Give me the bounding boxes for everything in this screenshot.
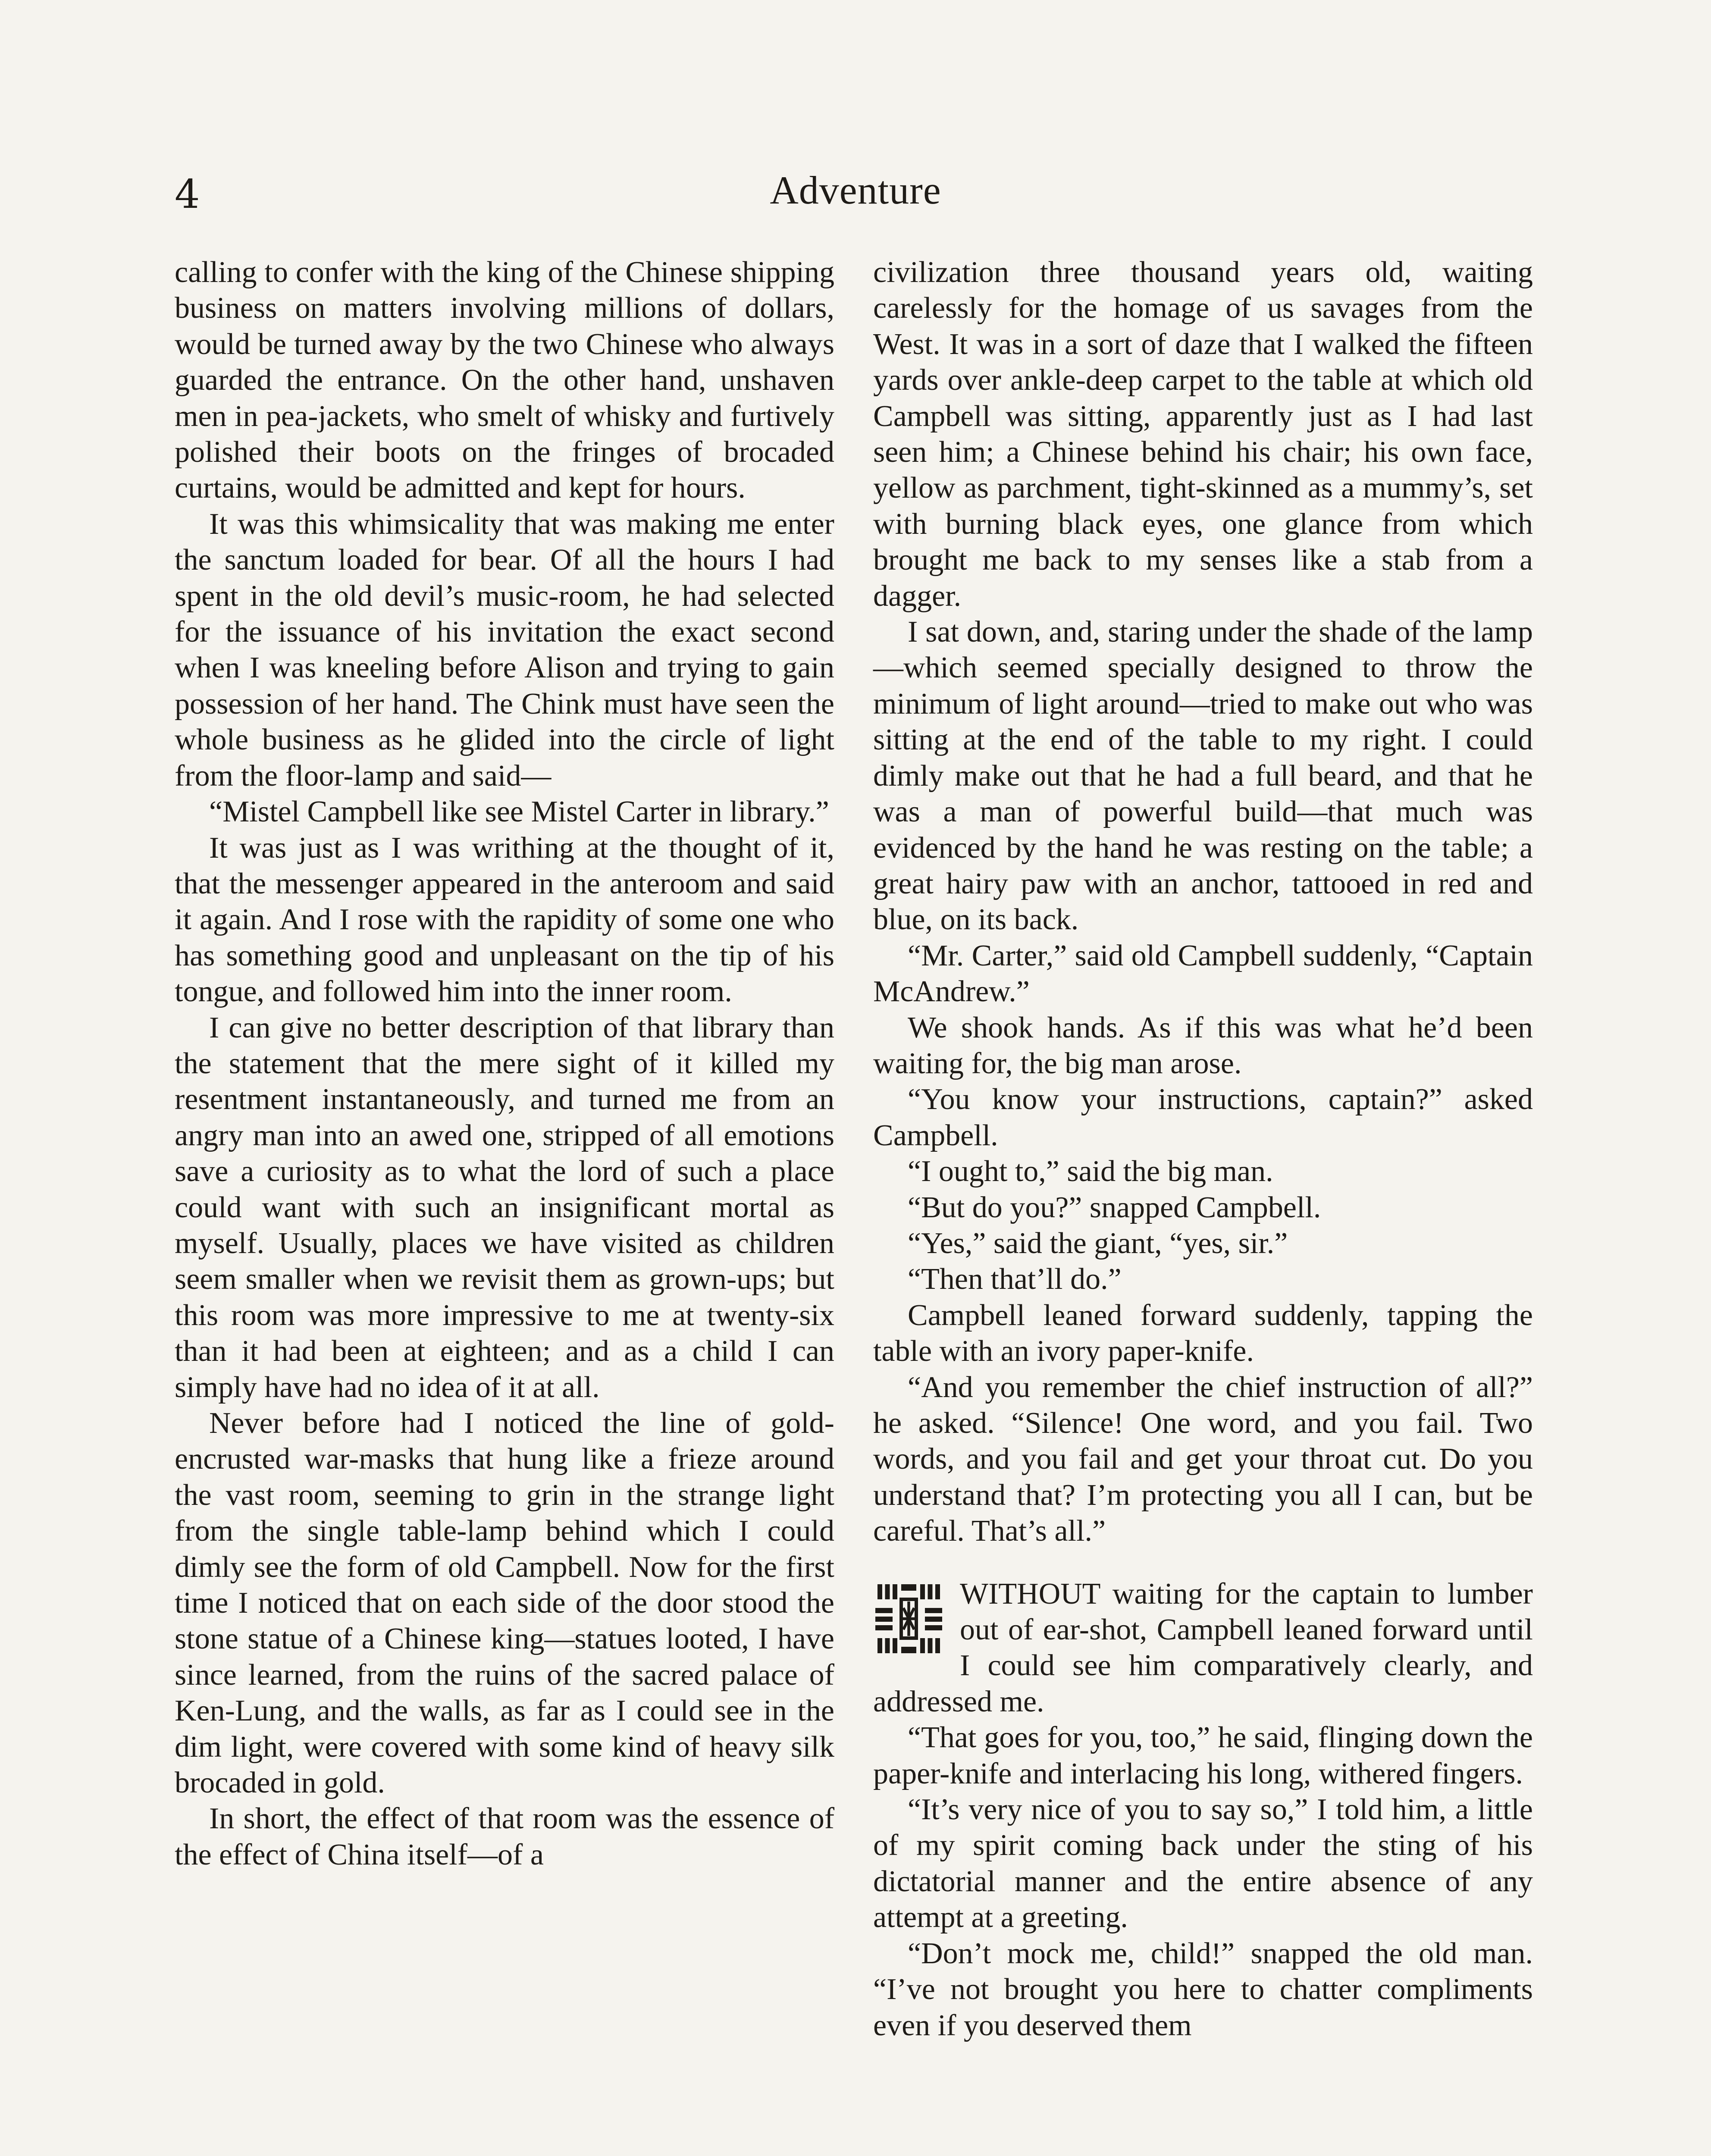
paragraph: “Mr. Carter,” said old Campbell suddenly, “Captain McAndrew.” [873,939,1533,1009]
paragraph: “But do you?” snapped Campbell. [908,1191,1321,1224]
paragraph: “I ought to,” said the big man. [908,1155,1273,1188]
paragraph: “You know your instructions, captain?” asked Campbell. [873,1083,1533,1152]
paragraph: I sat down, and, staring under the shade of the lamp—which seemed specially designed to throw the minimum of light around—tried to make out who was sitting at the end of the table to my right. I could dimly make out that he had a full beard, and that he was a man of powerful build—that much was evidenced by the hand he was resting on the table; a great hairy paw with an anchor, tattooed in red and blue, on its back. [873,615,1533,937]
paragraph: It was this whimsicality that was making me enter the sanctum loaded for bear. Of all the hours I had spent in the old devil’s music-room, he had selected for the issuance of his invitation the exact second when I was kneeling before Alison and trying to gain possession of her hand. The Chink must have seen the whole business as he glided into the circle of light from the floor-lamp and said— [175,507,834,793]
paragraph: calling to confer with the king of the Chinese shipping business on matters involving millions of dollars, would be turned away by the two Chinese who always guarded the entrance. On the other hand, unshaven men in pea-jackets, who smelt of whisky and furtively polished their boots on the fringes of brocaded curtains, would be admitted and kept for hours. [175,256,834,505]
paragraph: “Don’t mock me, child!” snapped the old man. “I’ve not brought you here to chatter compliments even if you deserved them [873,1937,1533,2042]
paragraph: It was just as I was writhing at the thought of it, that the messenger appeared in the anteroom and said it again. And I rose with the rapidity of some one who has something good and unpleasant on the tip of his tongue, and followed him into the inner room. [175,831,834,1009]
paragraph: “Then that’ll do.” [908,1263,1122,1296]
paragraph: In short, the effect of that room was the essence of the effect of China itself—of a [175,1802,834,1871]
paragraph: Never before had I noticed the line of gold-encrusted war-masks that hung like a frieze around the vast room, seeming to grin in the strange light from the single table-lamp behind which I could dimly see the form of old Campbell. Now for the first time I noticed that on each side of the door stood the stone statue of a Chinese king—statues looted, I have since learned, from the ruins of the sacred palace of Ken-Lung, and the walls, as far as I could see in the dim light, were covered with some kind of heavy silk brocaded in gold. [175,1407,834,1800]
running-head: Adventure [770,168,941,212]
paragraph: “Mistel Campbell like see Mistel Carter in library.” [209,795,829,829]
left-column [175,254,834,1873]
decorative-ornament-icon [873,1582,944,1655]
paragraph: “And you remember the chief instruction of all?” he asked. “Silence! One word, and you fail. Two words, and you fail and get your throat cut. Do you understand that? I’m protecting you all I can, but be careful. That’s all.” [873,1370,1533,1548]
paragraph: “Yes,” said the giant, “yes, sir.” [908,1226,1288,1260]
paragraph: We shook hands. As if this was what he’d been waiting for, the big man arose. [873,1011,1533,1080]
page-number: 4 [175,171,200,217]
paragraph: Campbell leaned forward suddenly, tapping the table with an ivory paper-knife. [873,1298,1533,1368]
paragraph: “It’s very nice of you to say so,” I told him, a little of my spirit coming back under the sting of his dictatorial manner and the entire absence of any attempt at a greeting. [873,1793,1533,1934]
paragraph: “That goes for you, too,” he said, flinging down the paper-knife and interlacing his long, withered fingers. [873,1721,1533,1790]
section-break [873,1576,1533,1720]
paragraph: I can give no better description of that library than the statement that the mere sight of it killed my resentment instantaneously, and turned me from an angry man into an awed one, stripped of all emotions save a curiosity as to what the lord of such a place could want with such an insignificant mortal as myself. Usually, places we have visited as children seem smaller when we revisit them as grown-ups; but this room was more impressive to me at twenty-six than it had been at eighteen; and as a child I can simply have had no idea of it at all. [175,1011,834,1404]
section-opening: WITHOUT waiting for the captain to lumber out of ear-shot, Campbell leaned forward until I could see him comparatively clearly, and addressed me. [873,1577,1533,1718]
paragraph: civilization three thousand years old, waiting carelessly for the homage of us savages from the West. It was in a sort of daze that I walked the fifteen yards over ankle-deep carpet to the table at which old Campbell was sitting, apparently just as I had last seen him; a Chinese behind his chair; his own face, yellow as parchment, tight-skinned as a mummy’s, set with burning black eyes, one glance from which brought me back to my senses like a stab from a dagger. [873,256,1533,613]
right-column [873,254,1533,2043]
